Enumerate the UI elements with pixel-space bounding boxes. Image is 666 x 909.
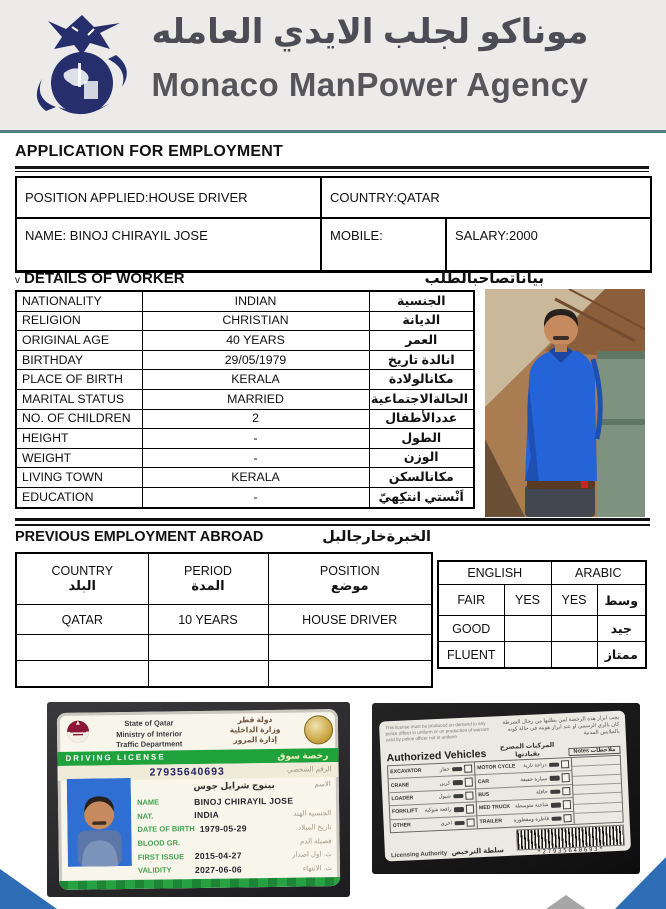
vehicle-checkbox bbox=[463, 764, 472, 773]
note-row bbox=[574, 812, 622, 822]
detail-value: CHRISTIAN bbox=[142, 311, 369, 331]
emp-cell bbox=[268, 661, 432, 688]
vehicle-checkbox bbox=[563, 814, 572, 823]
heading-rule bbox=[15, 166, 649, 172]
agency-header bbox=[0, 0, 666, 133]
detail-label: EDUCATION bbox=[16, 487, 142, 507]
detail-value: 40 YEARS bbox=[142, 331, 369, 351]
details-row bbox=[16, 311, 474, 331]
previous-employment-title: PREVIOUS EMPLOYMENT ABROAD bbox=[15, 529, 264, 545]
license-number-label-arabic: الرقم الشخصي bbox=[286, 766, 332, 774]
vehicle-name: FORKLIFT bbox=[391, 808, 418, 816]
corner-triangle-gray bbox=[546, 895, 586, 909]
traffic-department-seal bbox=[304, 715, 333, 744]
driving-license-back-card bbox=[379, 710, 631, 861]
detail-value: - bbox=[142, 448, 369, 468]
emp-cell bbox=[16, 661, 148, 688]
licensing-authority bbox=[391, 839, 505, 861]
table-header-row bbox=[438, 561, 646, 585]
issuer-line: State of Qatar bbox=[124, 718, 174, 729]
detail-label-arabic: عددالأطفال bbox=[369, 409, 474, 429]
driving-license-label: DRIVING LICENSE bbox=[65, 752, 166, 763]
emp-cell: HOUSE DRIVER bbox=[268, 605, 432, 635]
emp-cell: QATAR bbox=[16, 605, 148, 635]
vehicle-icon bbox=[452, 767, 462, 772]
country-cell: COUNTRY:QATAR bbox=[321, 177, 651, 218]
vehicle-checkbox bbox=[561, 773, 570, 782]
vehicle-column-left bbox=[388, 762, 478, 832]
emp-column-header: POSITION موضع bbox=[268, 553, 432, 605]
previous-employment-title-arabic: الخبرةخارجالبل bbox=[322, 529, 431, 545]
licensing-authority-label-arabic: سلطة الترخيص bbox=[451, 847, 505, 857]
license-holder-photo bbox=[67, 778, 132, 867]
worker-details-heading bbox=[15, 269, 647, 287]
vehicle-name: BUS bbox=[478, 791, 490, 799]
details-row bbox=[16, 429, 474, 449]
license-field-value: 2015-04-27 bbox=[194, 850, 242, 862]
previous-employment-heading bbox=[15, 529, 431, 545]
vehicle-name: EXCAVATOR bbox=[390, 768, 422, 776]
language-level: GOOD bbox=[438, 616, 504, 642]
languages-table bbox=[437, 560, 647, 669]
issuer-lines-arabic bbox=[213, 715, 297, 747]
detail-label-arabic: الجنسية bbox=[369, 291, 474, 311]
vehicle-name: LOADER bbox=[391, 795, 414, 803]
detail-value: - bbox=[142, 487, 369, 507]
vehicle-checkbox bbox=[465, 805, 474, 814]
check-mark: v bbox=[15, 275, 20, 286]
emp-cell bbox=[148, 635, 268, 661]
vehicle-icon bbox=[453, 807, 463, 812]
application-table bbox=[15, 176, 652, 273]
mobile-cell: MOBILE: bbox=[321, 218, 446, 272]
detail-label: RELIGION bbox=[16, 311, 142, 331]
emp-cell: 10 YEARS bbox=[148, 605, 268, 635]
language-arabic-value bbox=[551, 616, 597, 642]
barcode-block bbox=[516, 825, 625, 857]
license-field-label: FIRST ISSUE bbox=[137, 851, 185, 862]
detail-label: MARITAL STATUS bbox=[16, 389, 142, 409]
vehicle-name-arabic: قاطرة ومقطورة bbox=[513, 815, 550, 824]
language-arabic-value bbox=[551, 642, 597, 669]
issuer-line-arabic: إدارة المرور bbox=[233, 735, 278, 745]
table-header-row bbox=[16, 553, 432, 605]
vehicle-icon bbox=[549, 763, 559, 768]
vehicle-icon bbox=[453, 794, 463, 799]
detail-label-arabic: مكانالسكن bbox=[369, 468, 474, 488]
details-row bbox=[16, 468, 474, 488]
license-field-value: INDIA bbox=[194, 810, 220, 821]
issuer-line-arabic: وزارة الداخلية bbox=[229, 724, 281, 735]
language-level: FAIR bbox=[438, 585, 504, 616]
language-row bbox=[438, 642, 646, 669]
authorized-vehicles-label-arabic: المركبات المصرح بقيادتها bbox=[499, 741, 555, 759]
vehicle-name: MOTOR CYCLE bbox=[477, 763, 516, 772]
fine-print-english: This license must be produced on demand to any police officer in uniform or on production of warrant card by police officer not in uniform bbox=[385, 720, 489, 743]
name-cell: NAME: BINOJ CHIRAYIL JOSE bbox=[16, 218, 321, 272]
vehicle-name-arabic: شاحنة متوسطة bbox=[514, 802, 549, 810]
fine-print-arabic: يجب ابراز هذه الرخصة لمن يطلبها من رجال الشرطة كان بالزي الرسمي او عند ابراز هويته في حالة كونه بالملابس المدنية bbox=[502, 714, 620, 737]
detail-label: HEIGHT bbox=[16, 429, 142, 449]
holder-name-arabic: بينوج شرايل جوس bbox=[193, 779, 275, 792]
license-number: 27935640693 bbox=[149, 765, 225, 779]
worker-details-title: v DETAILS OF WORKER bbox=[15, 270, 185, 287]
detail-value: KERALA bbox=[142, 468, 369, 488]
issuer-line-arabic: دولة قطر bbox=[237, 714, 273, 725]
language-english-value bbox=[504, 616, 551, 642]
detail-label-arabic: الديانة bbox=[369, 311, 474, 331]
vehicle-icon bbox=[550, 789, 560, 794]
language-arabic-value: YES bbox=[551, 585, 597, 616]
english-column-header: ENGLISH bbox=[438, 561, 551, 585]
emp-row bbox=[16, 605, 432, 635]
application-heading: APPLICATION FOR EMPLOYMENT bbox=[15, 143, 284, 160]
detail-label-arabic: مكانالولادة bbox=[369, 370, 474, 390]
detail-label: NO. OF CHILDREN bbox=[16, 409, 142, 429]
details-row bbox=[16, 331, 474, 351]
license-field-label: NAME bbox=[136, 797, 160, 808]
license-field-arabic: ت. اول اصدار bbox=[292, 851, 332, 859]
driving-license-back-photo bbox=[372, 703, 640, 874]
emp-column-header: COUNTRY البلد bbox=[16, 553, 148, 605]
vehicle-grid bbox=[387, 755, 624, 833]
vehicle-checkbox bbox=[466, 818, 475, 827]
vehicle-icon bbox=[551, 816, 561, 821]
vehicle-name-arabic: كرين bbox=[439, 780, 451, 787]
detail-label: NATIONALITY bbox=[16, 291, 142, 311]
vehicle-name: CAR bbox=[477, 778, 490, 785]
detail-value: 2 bbox=[142, 409, 369, 429]
license-field-label: VALIDITY bbox=[137, 865, 172, 876]
vehicle-name: OTHER bbox=[392, 822, 411, 829]
name-label-arabic: الاسم bbox=[314, 781, 331, 789]
detail-label: BIRTHDAY bbox=[16, 350, 142, 370]
vehicle-name: TRAILER bbox=[479, 817, 503, 825]
salary-cell: SALARY:2000 bbox=[446, 218, 651, 272]
license-field bbox=[138, 861, 334, 877]
detail-label-arabic: اَنْستي انتكِهيّ bbox=[369, 487, 474, 507]
vehicle-checkbox bbox=[464, 778, 473, 787]
details-row bbox=[16, 389, 474, 409]
detail-value: INDIAN bbox=[142, 291, 369, 311]
position-applied-cell: POSITION APPLIED:HOUSE DRIVER bbox=[16, 177, 321, 218]
vehicle-name: CRANE bbox=[390, 781, 410, 789]
language-row bbox=[438, 616, 646, 642]
issuer-lines-english bbox=[93, 718, 205, 751]
detail-value: KERALA bbox=[142, 370, 369, 390]
license-field-value: BINOJ CHIRAYIL JOSE bbox=[193, 795, 294, 807]
table-row bbox=[16, 177, 651, 218]
details-row bbox=[16, 291, 474, 311]
detail-label-arabic: انالدة تاريخ bbox=[369, 350, 474, 370]
vehicle-name: MED TRUCK bbox=[478, 804, 511, 812]
detail-label-arabic: العمر bbox=[369, 331, 474, 351]
emp-row bbox=[16, 661, 432, 688]
vehicle-icon bbox=[454, 820, 464, 825]
vehicle-name-arabic: دراجة نارية bbox=[523, 762, 547, 770]
language-level-arabic: ممتاز bbox=[597, 642, 646, 669]
vehicle-name-arabic: اخرى bbox=[440, 820, 453, 827]
emp-cell bbox=[268, 635, 432, 661]
vehicle-name-arabic: شيول bbox=[438, 793, 452, 801]
vehicle-name-arabic: رافعة شوكية bbox=[424, 806, 452, 815]
table-row bbox=[16, 218, 651, 272]
vehicle-name-arabic: حافلة bbox=[535, 789, 548, 796]
driving-license-label-arabic: رخصة سوق bbox=[277, 749, 329, 761]
detail-label-arabic: الحالةالاجتماعية bbox=[369, 389, 474, 409]
detail-label: PLACE OF BIRTH bbox=[16, 370, 142, 390]
vehicle-row bbox=[390, 816, 476, 832]
agency-globe-eagle-logo bbox=[28, 3, 136, 127]
details-row bbox=[16, 370, 474, 390]
licensing-authority-label: Licensing Authority bbox=[390, 850, 448, 860]
vehicle-name-arabic: حفار bbox=[439, 766, 450, 774]
detail-value: 29/05/1979 bbox=[142, 350, 369, 370]
vehicle-checkbox bbox=[560, 760, 569, 769]
emp-row bbox=[16, 635, 432, 661]
agency-title-english: Monaco ManPower Agency bbox=[151, 66, 589, 103]
driving-license-front-card bbox=[57, 709, 340, 890]
vehicle-checkbox bbox=[562, 800, 571, 809]
details-row bbox=[16, 487, 474, 507]
language-row bbox=[438, 585, 646, 616]
vehicle-column-right bbox=[475, 758, 575, 828]
license-field-arabic: فصيلة الدم bbox=[299, 837, 332, 846]
detail-label-arabic: الوزن bbox=[369, 448, 474, 468]
section-rule bbox=[15, 518, 650, 526]
license-field-label: NAT. bbox=[137, 811, 154, 821]
worker-details-table bbox=[15, 290, 475, 509]
authorized-vehicles-label: Authorized Vehicles bbox=[386, 747, 487, 765]
vehicle-checkbox bbox=[465, 791, 474, 800]
notes-column bbox=[572, 756, 623, 824]
vehicle-checkbox bbox=[562, 787, 571, 796]
detail-label: LIVING TOWN bbox=[16, 468, 142, 488]
emp-cell bbox=[148, 661, 268, 688]
vehicle-icon bbox=[452, 780, 462, 785]
issuer-line: Ministry of Interior bbox=[116, 728, 183, 739]
language-level: FLUENT bbox=[438, 642, 504, 669]
license-bottom-strip bbox=[59, 877, 340, 890]
notes-label: Notes ملاحظات bbox=[568, 746, 620, 756]
license-field-arabic: الجنسية الهند bbox=[293, 810, 332, 819]
license-fields bbox=[137, 793, 334, 877]
language-level-arabic: جيد bbox=[597, 616, 646, 642]
barcode-number: *27935640693* bbox=[537, 846, 605, 856]
language-english-value: YES bbox=[504, 585, 551, 616]
emp-cell bbox=[16, 635, 148, 661]
detail-label: WEIGHT bbox=[16, 448, 142, 468]
vehicle-icon bbox=[549, 776, 559, 781]
license-field-value: 2027-06-06 bbox=[194, 864, 243, 875]
license-field-label: BLOOD GR. bbox=[137, 838, 181, 848]
language-level-arabic: وسط bbox=[597, 585, 646, 616]
emp-column-header: PERIOD المدة bbox=[148, 553, 268, 605]
language-english-value bbox=[504, 642, 551, 669]
license-field-label: DATE OF BIRTH bbox=[137, 824, 195, 835]
details-row bbox=[16, 448, 474, 468]
qatar-emblem bbox=[66, 718, 90, 746]
issuer-line: Traffic Department bbox=[116, 739, 183, 750]
previous-employment-table bbox=[15, 552, 433, 688]
details-row bbox=[16, 350, 474, 370]
driving-license-front-photo bbox=[47, 702, 350, 897]
worker-details-title-arabic: بياناتصاحبالطلب bbox=[424, 270, 544, 287]
license-field-arabic: ت. الانتهاء bbox=[302, 864, 333, 873]
vehicle-icon bbox=[550, 803, 560, 808]
detail-value: MARRIED bbox=[142, 389, 369, 409]
license-field-value: 1979-05-29 bbox=[199, 823, 247, 834]
detail-value: - bbox=[142, 429, 369, 449]
arabic-column-header: ARABIC bbox=[551, 561, 646, 585]
license-field-arabic: تاريخ الميلاد bbox=[297, 824, 332, 832]
details-row bbox=[16, 409, 474, 429]
worker-photo bbox=[485, 289, 645, 517]
detail-label: ORIGINAL AGE bbox=[16, 331, 142, 351]
agency-title-arabic: موناكو لجلب الايدي العامله bbox=[151, 13, 589, 51]
vehicle-name-arabic: سيارة خفيفة bbox=[520, 775, 548, 783]
detail-label-arabic: الطول bbox=[369, 429, 474, 449]
